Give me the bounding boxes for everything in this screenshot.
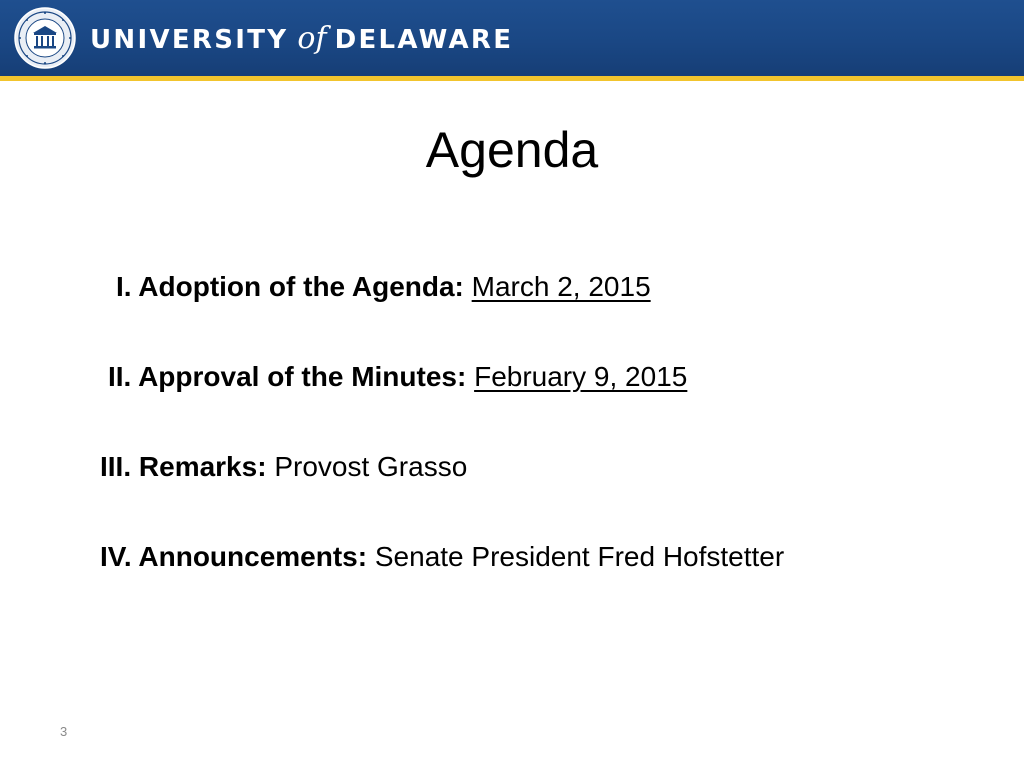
slide-title: Agenda xyxy=(425,122,599,178)
agenda-item-label: II. Approval of the Minutes: xyxy=(108,361,467,392)
agenda-item-value: Senate President Fred Hofstetter xyxy=(374,541,785,572)
header-gold-rule xyxy=(0,76,1024,81)
university-seal-icon xyxy=(14,7,76,69)
university-wordmark xyxy=(90,21,513,57)
header-bar xyxy=(0,0,1024,76)
wordmark-of: of xyxy=(297,21,327,56)
agenda-item-value: March 2, 2015 xyxy=(471,271,651,302)
agenda-item-value: Provost Grasso xyxy=(274,451,468,482)
agenda-item-announcements xyxy=(100,539,784,575)
agenda-item-label: IV. Announcements: xyxy=(100,541,368,572)
agenda-item-label: III. Remarks: xyxy=(100,451,267,482)
agenda-item-remarks xyxy=(100,449,467,485)
agenda-item-approval xyxy=(108,359,687,395)
agenda-item-label: I. Adoption of the Agenda: xyxy=(116,271,464,302)
wordmark-delaware: DELAWARE xyxy=(334,25,514,55)
wordmark-university: UNIVERSITY xyxy=(90,25,289,55)
agenda-item-value: February 9, 2015 xyxy=(474,361,688,392)
agenda-item-adoption xyxy=(116,269,651,305)
slide-number: 3 xyxy=(60,724,68,739)
